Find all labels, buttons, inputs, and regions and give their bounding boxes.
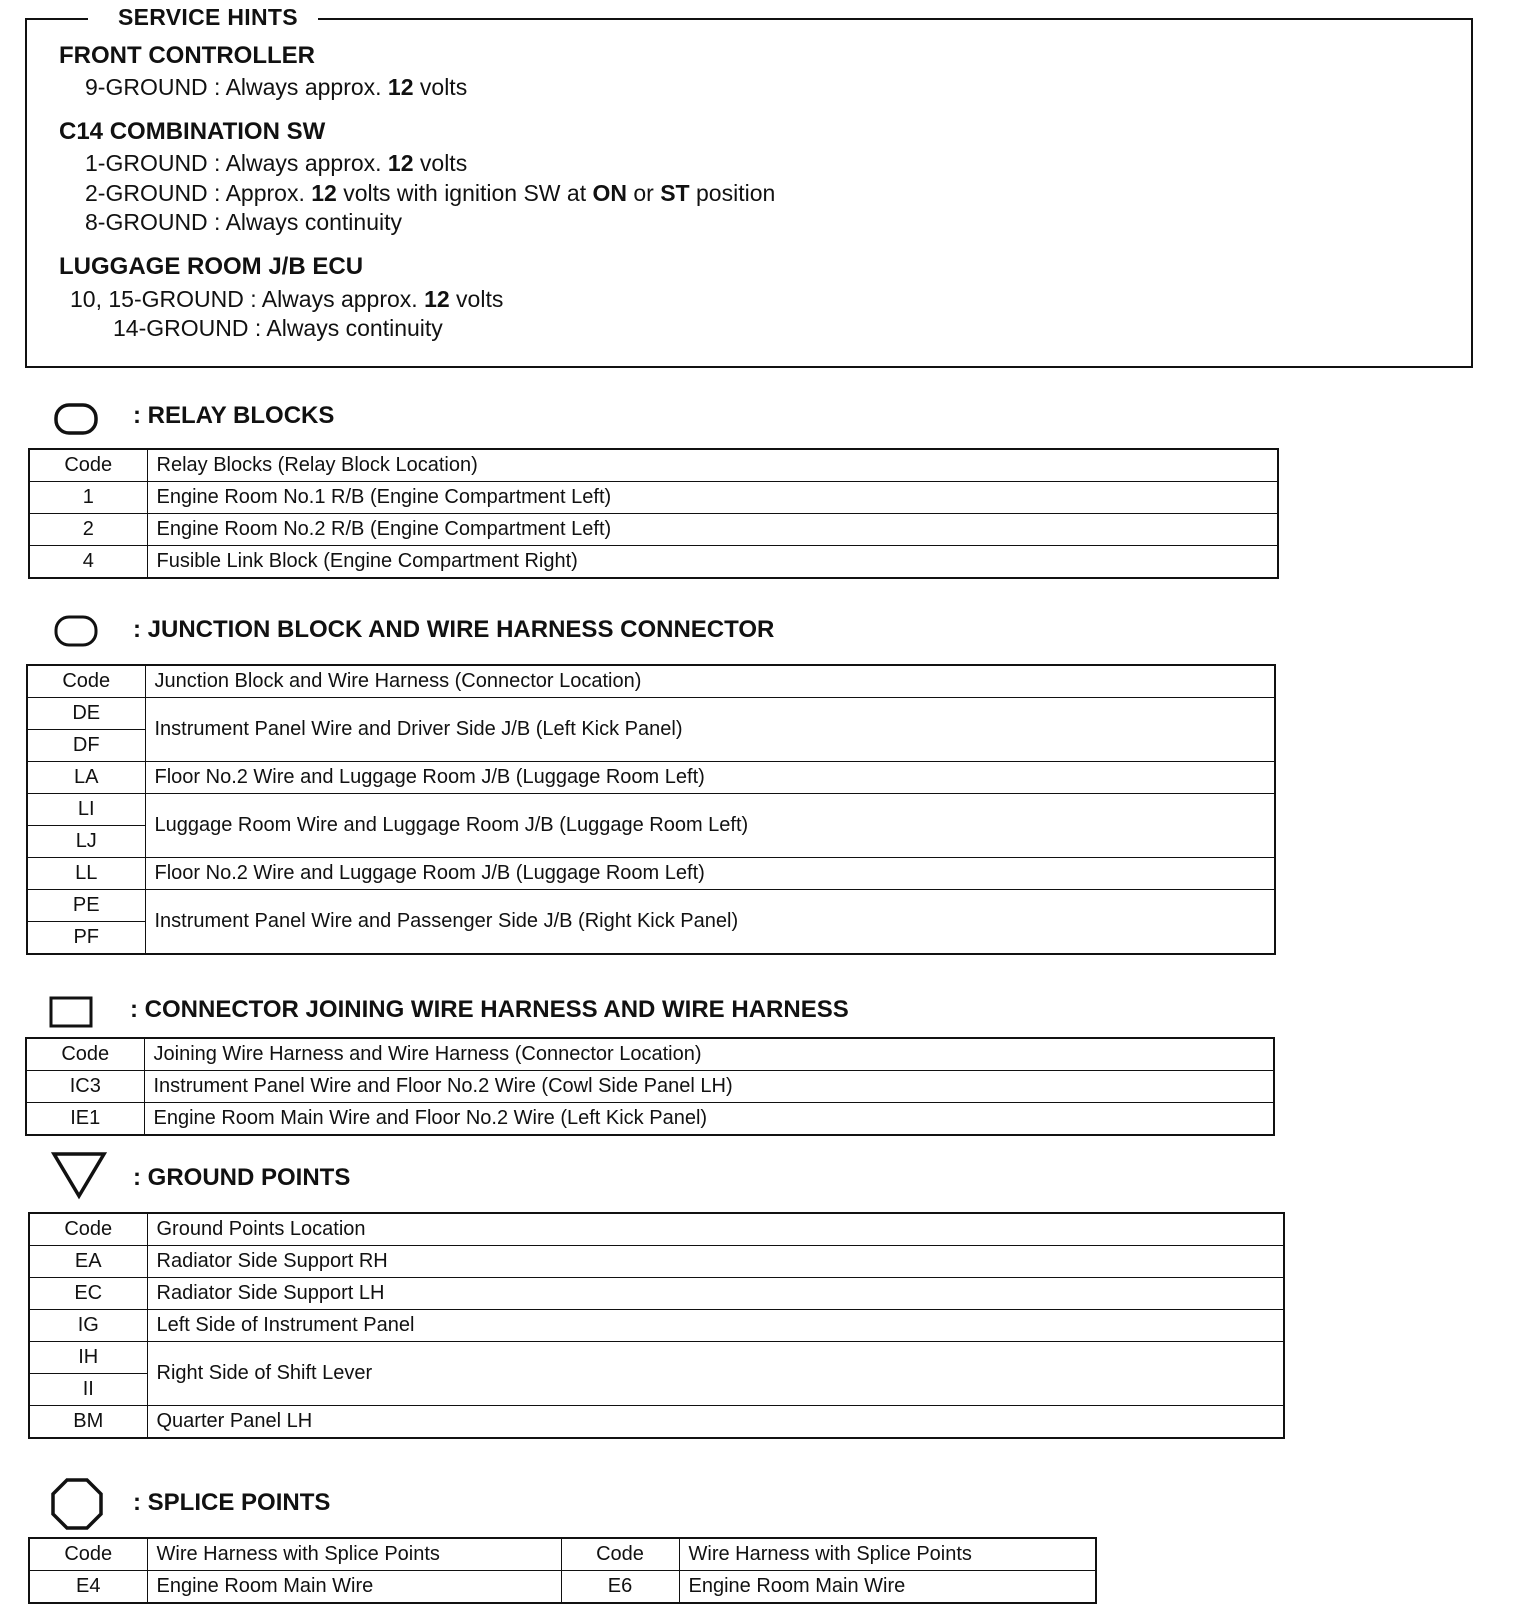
splice-point-icon [50,1477,104,1531]
row-code: E4 [29,1571,147,1604]
ground-point-icon [50,1150,110,1200]
row-code: LA [27,762,145,794]
table-row [29,1310,1284,1342]
row-desc: Floor No.2 Wire and Luggage Room J/B (Luggage Room Left) [145,762,1275,794]
row-code: LL [27,858,145,890]
table-row [29,1406,1284,1439]
table-row [27,890,1275,922]
row-code: EA [29,1246,147,1278]
row-code: IH [29,1342,147,1374]
row-desc: Engine Room Main Wire [147,1571,561,1604]
service-hints-legend: SERVICE HINTS [88,4,318,31]
table-row [29,514,1278,546]
row-desc: Instrument Panel Wire and Passenger Side J/B (Right Kick Panel) [145,890,1275,955]
row-desc: Radiator Side Support LH [147,1278,1284,1310]
row-desc: Floor No.2 Wire and Luggage Room J/B (Luggage Room Left) [145,858,1275,890]
table-row [27,858,1275,890]
header-desc: Ground Points Location [147,1213,1284,1246]
header-code: Code [29,449,147,482]
luggage-ecu-line-2: 14-GROUND : Always continuity [113,315,443,341]
table-header-row [29,449,1278,482]
row-code: IG [29,1310,147,1342]
header-code: Code [26,1038,144,1071]
splice-points-table [28,1537,1097,1604]
table-header-row [29,1538,1096,1571]
relay-blocks-title: : RELAY BLOCKS [133,402,335,429]
row-code: 4 [29,546,147,579]
row-code: DE [27,698,145,730]
row-code: II [29,1374,147,1406]
row-desc: Engine Room Main Wire [679,1571,1096,1604]
relay-blocks-table [28,448,1279,579]
table-row [26,1071,1274,1103]
table-header-row [29,1213,1284,1246]
table-row [27,698,1275,730]
header-code: Code [27,665,145,698]
table-header-row [26,1038,1274,1071]
ground-points-table [28,1212,1285,1439]
row-code: PE [27,890,145,922]
junction-block-icon [53,614,101,650]
header-desc-1: Wire Harness with Splice Points [147,1538,561,1571]
splice-points-title: : SPLICE POINTS [133,1489,331,1516]
row-code: DF [27,730,145,762]
row-desc: Engine Room No.2 R/B (Engine Compartment Left) [147,514,1278,546]
row-desc: Luggage Room Wire and Luggage Room J/B (Luggage Room Left) [145,794,1275,858]
table-row [29,482,1278,514]
junction-blocks-table [26,664,1276,955]
header-code-1: Code [29,1538,147,1571]
relay-block-icon [53,402,101,438]
row-desc: Radiator Side Support RH [147,1246,1284,1278]
header-desc-2: Wire Harness with Splice Points [679,1538,1096,1571]
row-code: 1 [29,482,147,514]
table-header-row [27,665,1275,698]
connectors-table [25,1037,1275,1136]
combination-sw-line-3: 8-GROUND : Always continuity [85,209,402,235]
table-row [29,546,1278,579]
header-desc: Relay Blocks (Relay Block Location) [147,449,1278,482]
row-desc: Engine Room No.1 R/B (Engine Compartment Left) [147,482,1278,514]
front-controller-line-1: 9-GROUND : Always approx. 12 volts [85,74,468,100]
row-code: EC [29,1278,147,1310]
row-code: BM [29,1406,147,1439]
row-desc: Instrument Panel Wire and Driver Side J/B (Left Kick Panel) [145,698,1275,762]
row-desc: Left Side of Instrument Panel [147,1310,1284,1342]
ground-points-title: : GROUND POINTS [133,1164,351,1191]
row-desc: Right Side of Shift Lever [147,1342,1284,1406]
connector-icon [48,995,96,1031]
row-code: LJ [27,826,145,858]
table-row [29,1278,1284,1310]
row-code: IC3 [26,1071,144,1103]
combination-sw-line-1: 1-GROUND : Always approx. 12 volts [85,150,468,176]
header-desc: Joining Wire Harness and Wire Harness (Connector Location) [144,1038,1274,1071]
table-row [27,762,1275,794]
row-code: LI [27,794,145,826]
table-row [29,1342,1284,1374]
combination-sw-line-2: 2-GROUND : Approx. 12 volts with ignition SW at ON or ST position [85,180,776,206]
table-row [29,1246,1284,1278]
row-desc: Engine Room Main Wire and Floor No.2 Wire (Left Kick Panel) [144,1103,1274,1136]
luggage-ecu-title: LUGGAGE ROOM J/B ECU [59,253,364,280]
header-code: Code [29,1213,147,1246]
connectors-title: : CONNECTOR JOINING WIRE HARNESS AND WIRE HARNESS [130,996,849,1023]
front-controller-title: FRONT CONTROLLER [59,42,315,69]
row-code: 2 [29,514,147,546]
header-code-2: Code [561,1538,679,1571]
combination-sw-title: C14 COMBINATION SW [59,118,326,145]
row-desc: Quarter Panel LH [147,1406,1284,1439]
junction-blocks-title: : JUNCTION BLOCK AND WIRE HARNESS CONNECTOR [133,616,775,643]
table-row [26,1103,1274,1136]
row-desc: Fusible Link Block (Engine Compartment Right) [147,546,1278,579]
row-code: E6 [561,1571,679,1604]
luggage-ecu-line-1: 10, 15-GROUND : Always approx. 12 volts [70,286,504,312]
header-desc: Junction Block and Wire Harness (Connector Location) [145,665,1275,698]
table-row [29,1571,1096,1604]
row-code: IE1 [26,1103,144,1136]
row-desc: Instrument Panel Wire and Floor No.2 Wire (Cowl Side Panel LH) [144,1071,1274,1103]
row-code: PF [27,922,145,955]
table-row [27,794,1275,826]
